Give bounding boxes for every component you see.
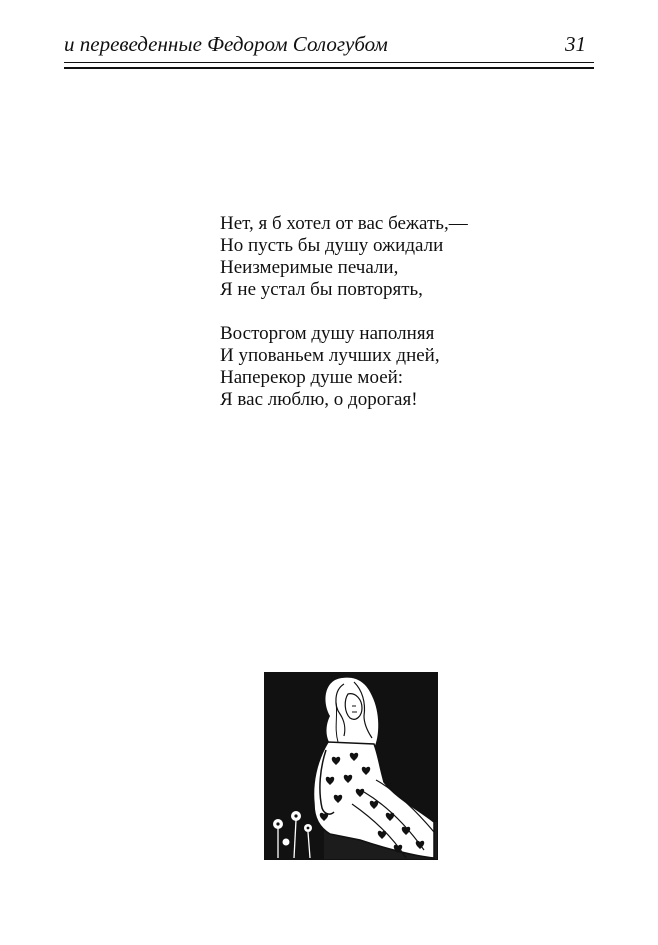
poem-line: Наперекор душе моей: <box>220 367 404 388</box>
poem-line: Неизмеримые печали, <box>220 257 399 278</box>
stanza-2 <box>220 323 560 411</box>
poem-line: Но пусть бы душу ожидали <box>220 235 444 256</box>
poem-line: И упованьем лучших дней, <box>220 345 440 366</box>
header-rule-thin <box>64 62 594 63</box>
running-head <box>64 28 594 58</box>
poem-line: Восторгом душу наполняя <box>220 323 435 344</box>
poem-line: Я вас люблю, о дорогая! <box>220 389 418 410</box>
vignette-illustration <box>264 672 438 860</box>
page-number: 31 <box>565 32 586 56</box>
poem-line: Нет, я б хотел от вас бежать,— <box>220 213 468 234</box>
running-title: и переведенные Федором Сологубом <box>64 32 388 56</box>
poem <box>220 213 560 433</box>
header-rule-thick <box>64 67 594 69</box>
poem-line: Я не устал бы повторять, <box>220 279 423 300</box>
stanza-1 <box>220 213 560 301</box>
woman-in-flowered-dress-icon <box>264 672 438 860</box>
